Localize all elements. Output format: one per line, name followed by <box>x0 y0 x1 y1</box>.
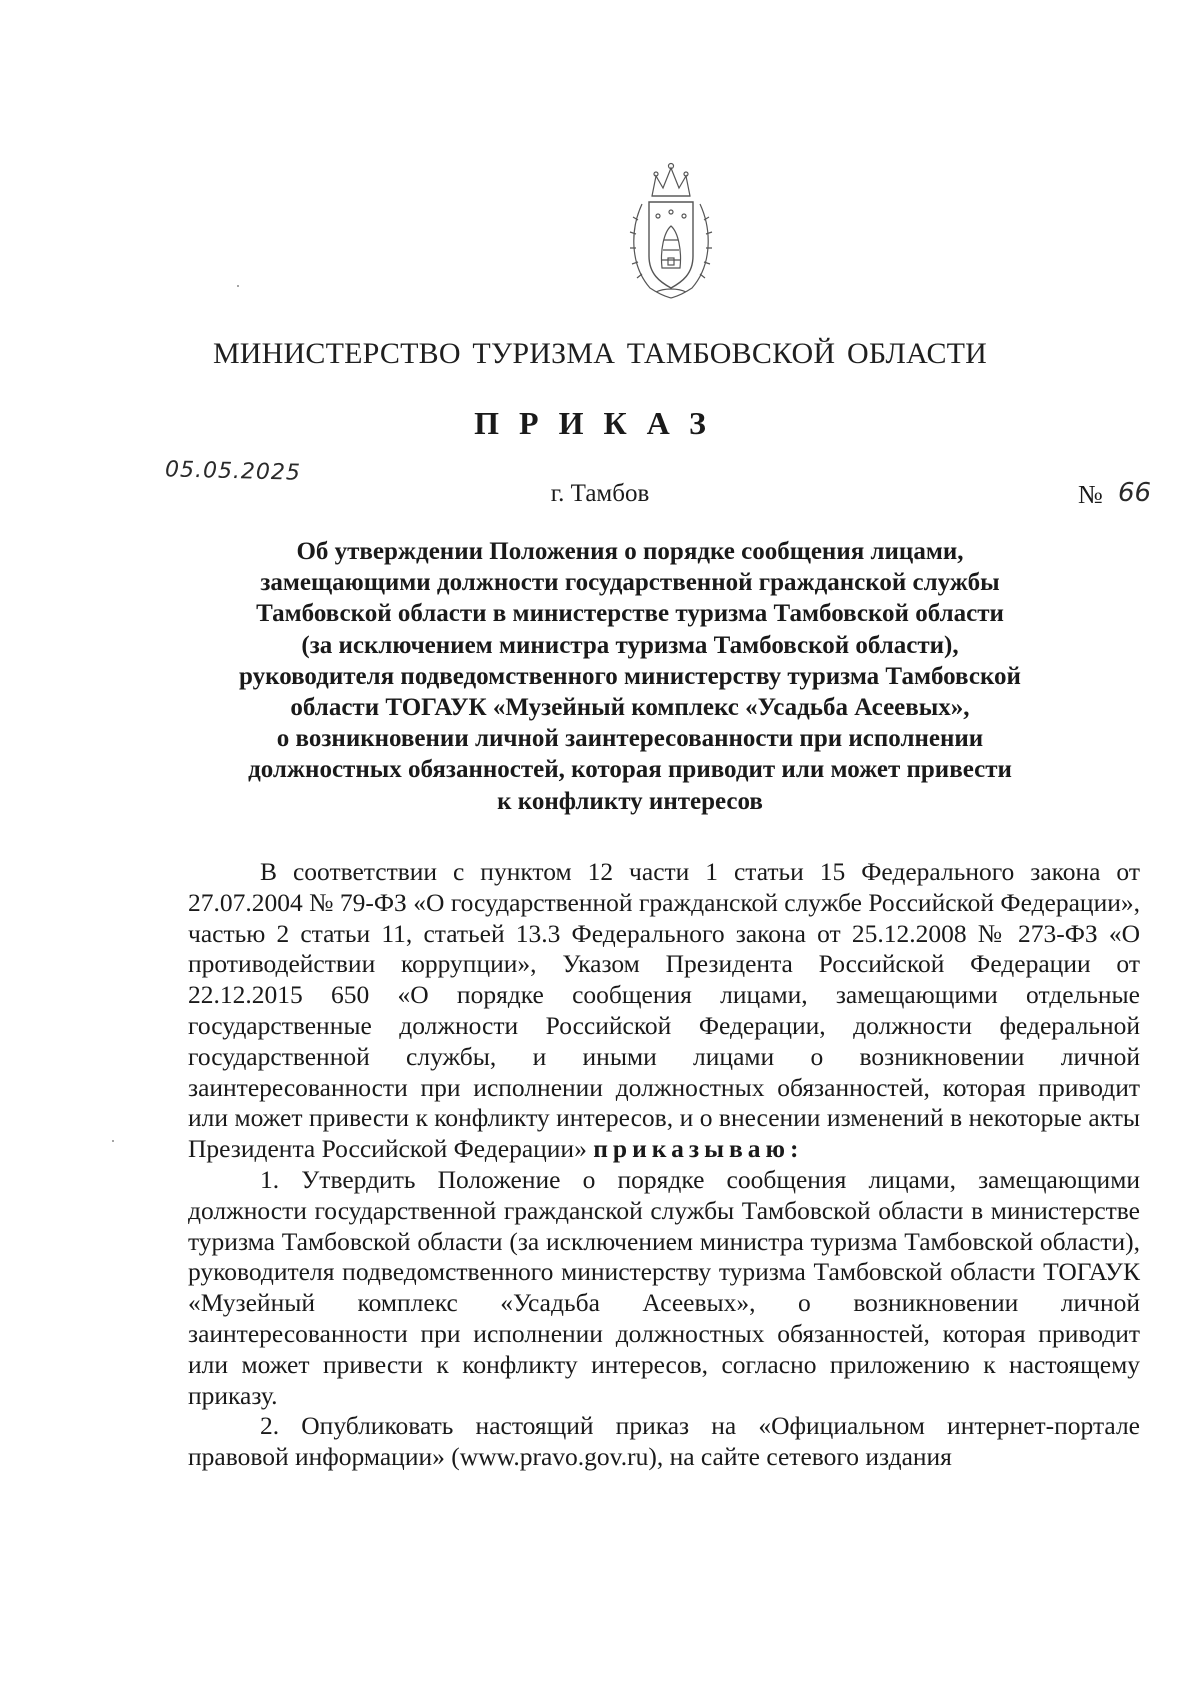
document-type-title: ПРИКАЗ <box>474 405 726 441</box>
city-line: г. Тамбов <box>550 480 650 507</box>
document-body <box>188 857 1140 1473</box>
title-line: Об утверждении Положения о порядке сообщения лицами, <box>296 538 964 565</box>
title-line: о возникновении личной заинтересованности при исполнении <box>276 725 984 753</box>
scan-speck <box>112 1140 114 1142</box>
scan-speck <box>237 285 239 287</box>
title-line: области ТОГАУК «Музейный комплекс «Усадьба Асеевых», <box>290 694 970 722</box>
title-line: Тамбовской области в министерстве туризма Тамбовской области <box>256 600 1004 628</box>
title-line: замещающими должности государственной гражданской службы <box>260 569 1000 597</box>
coat-of-arms-emblem <box>622 160 720 302</box>
title-line: к конфликту интересов <box>497 787 763 815</box>
title-line: руководителя подведомственного министерству туризма Тамбовской <box>239 662 1021 690</box>
item-2-paragraph: 2. Опубликовать настоящий приказ на «Официальном интернет-портале правовой информации» (www.pravo.gov.ru), на сайте сетевого издания <box>188 1411 1140 1472</box>
ministry-name: МИНИСТЕРСТВО ТУРИЗМА ТАМБОВСКОЙ ОБЛАСТИ <box>212 337 988 370</box>
preamble-paragraph <box>188 857 1140 1165</box>
title-line: должностных обязанностей, которая приводит или может привести <box>248 756 1012 784</box>
preamble-text: В соответствии с пунктом 12 части 1 статьи 15 Федерального закона от 27.07.2004 № 79-ФЗ «О государственной гражданской службе Российской Федерации», частью 2 статьи 11, статьей 13.3 Федерального закона от 25.12.2008 № 273-ФЗ «О противодействии коррупции», Указом Президента Российской Федерации от 22.12.2015 650 «О порядке сообщения лицами, замещающими отдельные государственные должности Российской Федерации, должности федеральной государственной службы, и иными лицами о возникновении личной заинтересованности при исполнении должностных обязанностей, которая приводит или может привести к конфликту интересов, и о внесении изменений в некоторые акты Президента Российской Федерации» <box>188 857 1140 1164</box>
handwritten-number: 66 <box>1118 478 1152 508</box>
handwritten-date: 05.05.2025 <box>164 457 302 486</box>
title-line: (за исключением министра туризма Тамбовской области), <box>301 631 959 659</box>
document-title <box>180 536 1080 817</box>
number-sign: № <box>1078 480 1103 509</box>
order-word: приказываю: <box>593 1134 804 1164</box>
item-1-paragraph: 1. Утвердить Положение о порядке сообщения лицами, замещающими должности государственной гражданской службы Тамбовской области в министерстве туризма Тамбовской области (за исключением министра туризма Тамбовской области), руководителя подведомственного министерству туризма Тамбовской области ТОГАУК «Музейный комплекс «Усадьба Асеевых», о возникновении личной заинтересованности при исполнении должностных обязанностей, которая приводит или может привести к конфликту интересов, согласно приложению к настоящему приказу. <box>188 1164 1140 1410</box>
